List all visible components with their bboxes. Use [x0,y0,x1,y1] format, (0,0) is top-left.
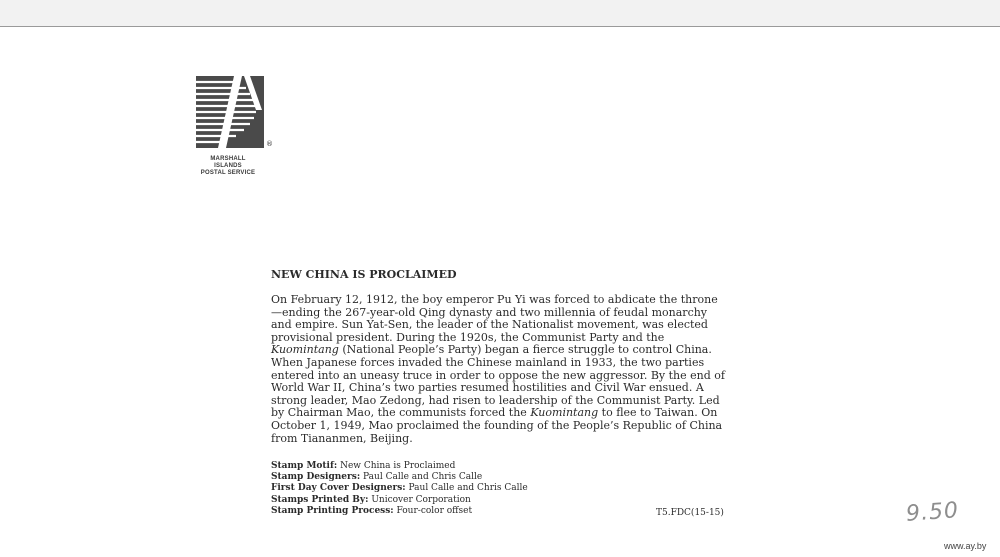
article-heading: NEW CHINA IS PROCLAIMED [271,268,457,281]
scan-top-strip [0,0,1000,26]
postal-service-logo [196,76,276,177]
credit-row [271,461,571,472]
site-watermark: www.ay.by [944,541,987,551]
paragraph-text: strong leader, Mao Zedong, had risen to leadership of the Communist Party. Led [271,393,720,407]
cover-code: T5.FDC(15-15) [656,508,724,518]
logo-line-2: POSTAL SERVICE [200,170,256,176]
credit-row [271,506,571,517]
credit-label: Stamps Printed By: [271,494,369,505]
italic-term: Kuomintang [271,343,339,357]
logo-line-1: MARSHALL ISLANDS [210,156,246,169]
paragraph-text: provisional president. During the 1920s, the Communist Party and the [271,330,665,344]
handwritten-price: 9.50 [905,498,960,527]
credit-row [271,472,571,483]
paragraph-text: entered into an uneasy truce in order to oppose the new aggressor. By the end of [271,368,725,382]
credit-label: Stamp Designers: [271,472,361,483]
credit-row [271,495,571,506]
paragraph-line [271,433,731,446]
stamp-credits [271,461,571,517]
marshall-islands-postal-logo-icon [196,76,272,152]
paragraph-text: and empire. Sun Yat-Sen, the leader of the Nationalist movement, was elected [271,318,708,332]
paragraph-text: by Chairman Mao, the communists forced the [271,406,531,420]
credit-label: Stamp Motif: [271,461,338,471]
credit-value: New China is Proclaimed [340,461,456,471]
paragraph-text: October 1, 1949, Mao proclaimed the founding of the People’s Republic of China [271,418,723,432]
credit-label: First Day Cover Designers: [271,483,406,494]
credit-value: Paul Calle and Chris Calle [363,472,483,483]
paragraph-text: from Tiananmen, Beijing. [271,431,413,445]
paragraph-text: When Japanese forces invaded the Chinese mainland in 1933, the two parties [271,355,705,369]
credit-value: Paul Calle and Chris Calle [408,483,528,494]
history-paragraph [271,294,731,445]
paragraph-text: —ending the 267-year-old Qing dynasty and two millennia of feudal monarchy [271,305,708,319]
paragraph-text: On February 12, 1912, the boy emperor Pu Yi was forced to abdicate the throne [271,293,718,306]
paragraph-text: World War II, China’s two parties resumed hostilities and Civil War ensued. A [271,381,704,395]
credit-value: Four-color offset [396,505,473,516]
credit-row [271,483,571,494]
paragraph-text: (National People’s Party) began a fierce struggle to control China. [338,343,712,357]
credit-value: Unicover Corporation [371,494,471,505]
registered-mark: ® [266,140,273,148]
logo-caption [196,156,260,177]
credit-label: Stamp Printing Process: [271,505,394,516]
paragraph-text: to flee to Taiwan. On [598,406,718,420]
italic-term: Kuomintang [530,406,599,420]
